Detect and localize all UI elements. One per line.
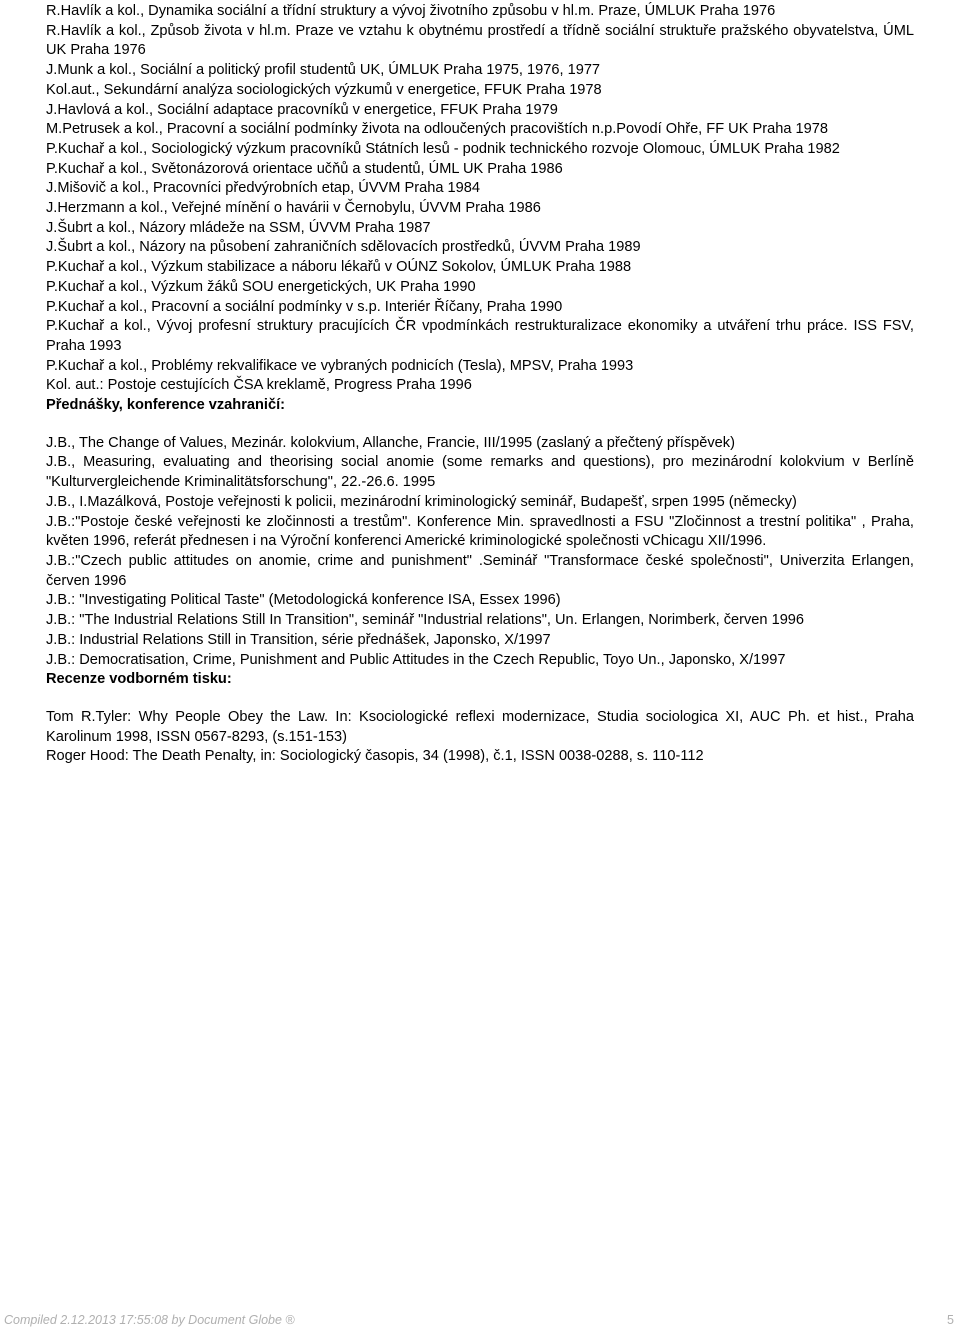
list-item: J.B.:"Czech public attitudes on anomie, crime and punishment" .Seminář "Transformace české společnosti", Univerzita Erlangen, červen 1996 [46, 552, 914, 589]
list-item: P.Kuchař a kol., Sociologický výzkum pracovníků Státních lesů - podnik technického rozvoje Olomouc, ÚMLUK Praha 1982 [46, 140, 840, 157]
list-item: Kol.aut., Sekundární analýza sociologických výzkumů v energetice, FFUK Praha 1978 [46, 81, 602, 98]
list-item: J.Šubrt a kol., Názory mládeže na SSM, ÚVVM Praha 1987 [46, 219, 431, 236]
list-item: J.B., The Change of Values, Mezinár. kolokvium, Allanche, Francie, III/1995 (zaslaný a přečtený příspěvek) [46, 434, 735, 451]
list-item: J.B.: "Investigating Political Taste" (Metodologická konference ISA, Essex 1996) [46, 592, 561, 609]
list-item: J.Havlová a kol., Sociální adaptace pracovníků v energetice, FFUK Praha 1979 [46, 101, 558, 118]
lectures-heading: Přednášky, konference vzahraničí: [46, 397, 286, 414]
reviews-heading: Recenze vodborném tisku: [46, 671, 232, 688]
list-item: P.Kuchař a kol., Světonázorová orientace učňů a studentů, ÚML UK Praha 1986 [46, 160, 563, 177]
list-item: R.Havlík a kol., Dynamika sociální a třídní struktury a vývoj životního způsobu v hl.m. Praze, ÚMLUK Praha 1976 [46, 3, 776, 19]
list-item: J.B., I.Mazálková, Postoje veřejnosti k policii, mezinárodní kriminologický seminář, Budapešť, srpen 1995 (německy) [46, 493, 797, 510]
list-item: P.Kuchař a kol., Pracovní a sociální podmínky v s.p. Interiér Říčany, Praha 1990 [46, 298, 563, 315]
document-body [46, 2, 914, 767]
list-item: J.Munk a kol., Sociální a politický profil studentů UK, ÚMLUK Praha 1975, 1976, 1977 [46, 62, 601, 79]
list-item: J.B.: Industrial Relations Still in Transition, série přednášek, Japonsko, X/1997 [46, 631, 551, 648]
list-item: J.Herzmann a kol., Veřejné mínění o havárii v Černobylu, ÚVVM Praha 1986 [46, 200, 541, 217]
list-item: J.B.: "The Industrial Relations Still In Transition", seminář "Industrial relations", Un. Erlangen, Norimberk, červen 1996 [46, 612, 805, 629]
page-number: 5 [947, 1313, 954, 1327]
reviews-list [46, 708, 914, 767]
list-item: J.Šubrt a kol., Názory na působení zahraničních sdělovacích prostředků, ÚVVM Praha 1989 [46, 239, 641, 256]
list-item: R.Havlík a kol., Způsob života v hl.m. Praze ve vztahu k obytnému prostředí a třídně sociální struktuře pražského obyvatelstva, ÚML UK Praha 1976 [46, 22, 914, 59]
lectures-list [46, 434, 914, 670]
list-item: Roger Hood: The Death Penalty, in: Sociologický časopis, 34 (1998), č.1, ISSN 0038-0288, s. 110-112 [46, 748, 704, 765]
list-item: P.Kuchař a kol., Vývoj profesní struktury pracujících ČR vpodmínkách restrukturalizace ekonomiky a utváření trhu práce. ISS FSV, Praha 1993 [46, 318, 914, 354]
compiled-note: Compiled 2.12.2013 17:55:08 by Document Globe ® [4, 1313, 295, 1327]
list-item: J.Mišovič a kol., Pracovníci předvýrobních etap, ÚVVM Praha 1984 [46, 180, 480, 197]
section-spacer [46, 690, 914, 708]
page-footer [4, 1313, 954, 1327]
list-item: M.Petrusek a kol., Pracovní a sociální podmínky života na odloučených pracovištích n.p.Povodí Ohře, FF UK Praha 1978 [46, 121, 828, 138]
section-spacer [46, 416, 914, 434]
list-item: P.Kuchař a kol., Výzkum stabilizace a náboru lékařů v OÚNZ Sokolov, ÚMLUK Praha 1988 [46, 259, 632, 276]
list-item: Tom R.Tyler: Why People Obey the Law. In: Ksociologické reflexi modernizace, Studia sociologica XI, AUC Ph. et hist., Praha Karolinum 1998, ISSN 0567-8293, (s.151-153) [46, 708, 914, 745]
list-item: P.Kuchař a kol., Problémy rekvalifikace ve vybraných podnicích (Tesla), MPSV, Praha 1993 [46, 357, 634, 374]
domestic-research-list [46, 2, 914, 396]
list-item: J.B.:"Postoje české veřejnosti ke zločinnosti a trestům". Konference Min. spravedlnosti a FSU "Zločinnost a trestní politika" , Praha, květen 1996, referát přednesen i na Výroční konferenci Americké kriminologické společnosti vChicagu XII/1996. [46, 513, 914, 550]
list-item: J.B., Measuring, evaluating and theorising social anomie (some remarks and questions), pro mezinárodní kolokvium v Berlíně "Kulturvergleichende Kriminalitätsforschung", 22.-26.6. 1995 [46, 454, 914, 491]
list-item: Kol. aut.: Postoje cestujících ČSA kreklamě, Progress Praha 1996 [46, 377, 472, 394]
list-item: P.Kuchař a kol., Výzkum žáků SOU energetických, UK Praha 1990 [46, 278, 476, 295]
list-item: J.B.: Democratisation, Crime, Punishment and Public Attitudes in the Czech Republic, Toyo Un., Japonsko, X/1997 [46, 651, 786, 668]
